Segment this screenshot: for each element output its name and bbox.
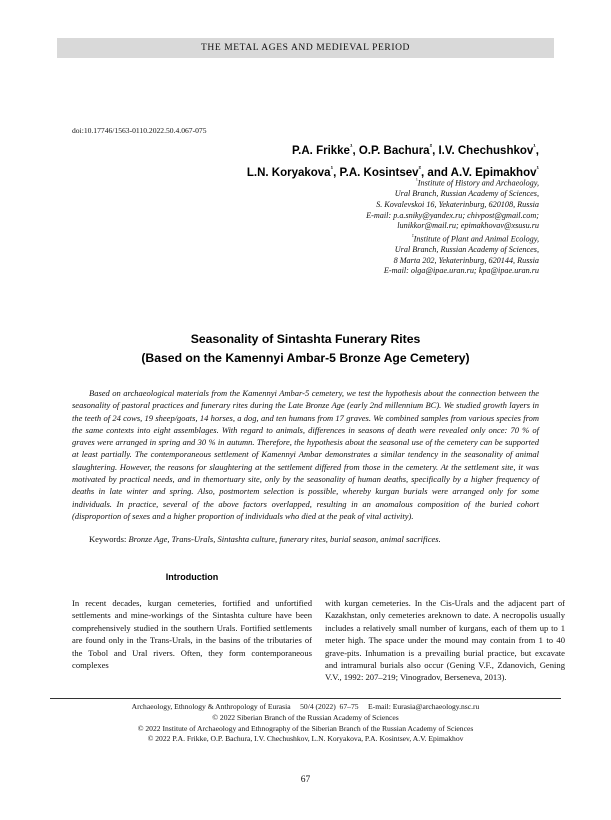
running-head-text: THE METAL AGES AND MEDIEVAL PERIOD xyxy=(200,43,411,53)
affiliations xyxy=(150,176,539,277)
title-line-2: (Based on the Kamennyi Ambar-5 Bronze Age Cemetery) xyxy=(141,351,470,365)
running-head xyxy=(57,38,554,58)
page-footer xyxy=(50,702,561,745)
affiliation-line: $^{^1}$Institute of History and Archaeology, xyxy=(415,178,539,188)
keywords-value: Bronze Age, Trans-Urals, Sintashta culture, funerary rites, burial season, animal sacrifices. xyxy=(128,534,441,544)
footer-line-1 xyxy=(50,702,561,713)
affiliation-line: E-mail: olga@ipae.uran.ru; kpa@ipae.uran.ru xyxy=(383,266,539,276)
affiliation-line: 8 Marta 202, Yekaterinburg, 620144, Russia xyxy=(393,255,539,265)
keywords xyxy=(72,533,539,545)
author-line-1: P.A. Frikke$^{^1}$, O.P. Bachura$^{^2}$, I.V. Chechushkov$^{^1}$, xyxy=(291,142,539,157)
affiliation-line: Ural Branch, Russian Academy of Sciences, xyxy=(394,245,539,255)
abstract-text: Based on archaeological materials from the Kamennyi Ambar-5 cemetery, we test the hypothesis about the connection between the seasonality of pastoral practices and funerary rites during the Late Bronze Age (early 2nd millennium BC). We studied growth layers in the teeth of 24 cows, 19 sheep/goats, 14 horses, a dog, and ten humans from 17 graves. We combined samples from various species from the same contexts into eight assemblages. With regard to animals, differences in seasons of death were revealed only once: 70 % of graves were arranged in spring and 30 % in autumn. Therefore, the hypothesis about the seasonal use of the cemetery can be supported at least partially. The contemporaneous settlement of Kamennyi Ambar demonstrates a similar tendency in the seasonality of animal slaughtering. However, the reasons for slaughtering at the settlement differed from those in the cemetery. At the settlement site, it was motivated by practical needs, and in themortuary site, only by the seasonality of human deaths, specifically by a higher frequency of deaths in late winter and spring. Also, postmortem selection is possible, whereby kurgan burials were arranged only for some individuals. In practice, several of the above factors overlapped, resulting in an anomalous composition of the buried cohort (disproportion of sexes and a higher proportion of individuals who died at the peak of vital activity). xyxy=(72,388,539,521)
affiliation-line: E-mail: p.a.sniky@yandex.ru; chivpost@gmail.com; xyxy=(366,210,539,220)
author-line-2: L.N. Koryakova$^{^1}$, P.A. Kosintsev$^{^2}$, and A.V. Epimakhov$^{^1}$ xyxy=(246,163,539,179)
introduction-heading: Introduction xyxy=(165,572,219,582)
affiliation-line: S. Kovalevskoi 16, Yekaterinburg, 620108, Russia xyxy=(376,199,539,209)
footer-line-3: © 2022 Institute of Archaeology and Ethnography of the Siberian Branch of the Russian Academy of Sciences xyxy=(137,723,474,733)
footer-line-4: © 2022 P.A. Frikke, O.P. Bachura, I.V. Chechushkov, L.N. Koryakova, P.A. Kosintsev, A.V. Epimakhov xyxy=(147,734,464,744)
affiliation-line: Ural Branch, Russian Academy of Sciences, xyxy=(394,189,539,199)
footer-issue: 50/4 (2022) 67–75 xyxy=(300,702,359,711)
doi-text: doi:10.17746/1563-0110.2022.50.4.067-075 xyxy=(72,126,207,135)
body-column-right: with kurgan cemeteries. In the Cis-Urals and the adjacent part of Kazakhstan, only cemeteries areknown to date. A necropolis usually includes a relatively small number of kurgans, each of them up to 1 meter high. The space under the mound may contain from 1 to 40 grave-pits. Inhumation is a prevailing burial practice, but excavate and intramural burials also occur (Gening V.F., Zdanovich, Gening V.V., 1992: 207–219; Vinogradov, Berseneva, 2013). xyxy=(325,598,565,683)
body-column-left: In recent decades, kurgan cemeteries, fortified and unfortified settlements and mine-workings of the Sintashta culture have been comprehensively studied in the southern Urals. Fortified settlements are found only in the Trans-Urals, in the basins of the tributaries of the Tobol and Ural rivers. Often, they form contemporaneous complexes xyxy=(72,598,312,671)
title-line-1: Seasonality of Sintashta Funerary Rites xyxy=(190,332,421,346)
page-number: 67 xyxy=(300,775,311,785)
footer-email[interactable]: E-mail: Eurasia@archaeology.nsc.ru xyxy=(368,702,480,711)
footer-line-2: © 2022 Siberian Branch of the Russian Academy of Sciences xyxy=(212,712,399,722)
affiliation-line: lunikkor@mail.ru; epimakhovav@xsusu.ru xyxy=(397,221,539,231)
footer-journal: Archaeology, Ethnology & Anthropology of Eurasia xyxy=(131,702,291,711)
page-title xyxy=(72,330,539,368)
affiliation-line: $^{^2}$Institute of Plant and Animal Ecology, xyxy=(411,233,539,244)
footer-divider xyxy=(50,698,561,699)
keywords-label: Keywords: xyxy=(89,534,127,544)
